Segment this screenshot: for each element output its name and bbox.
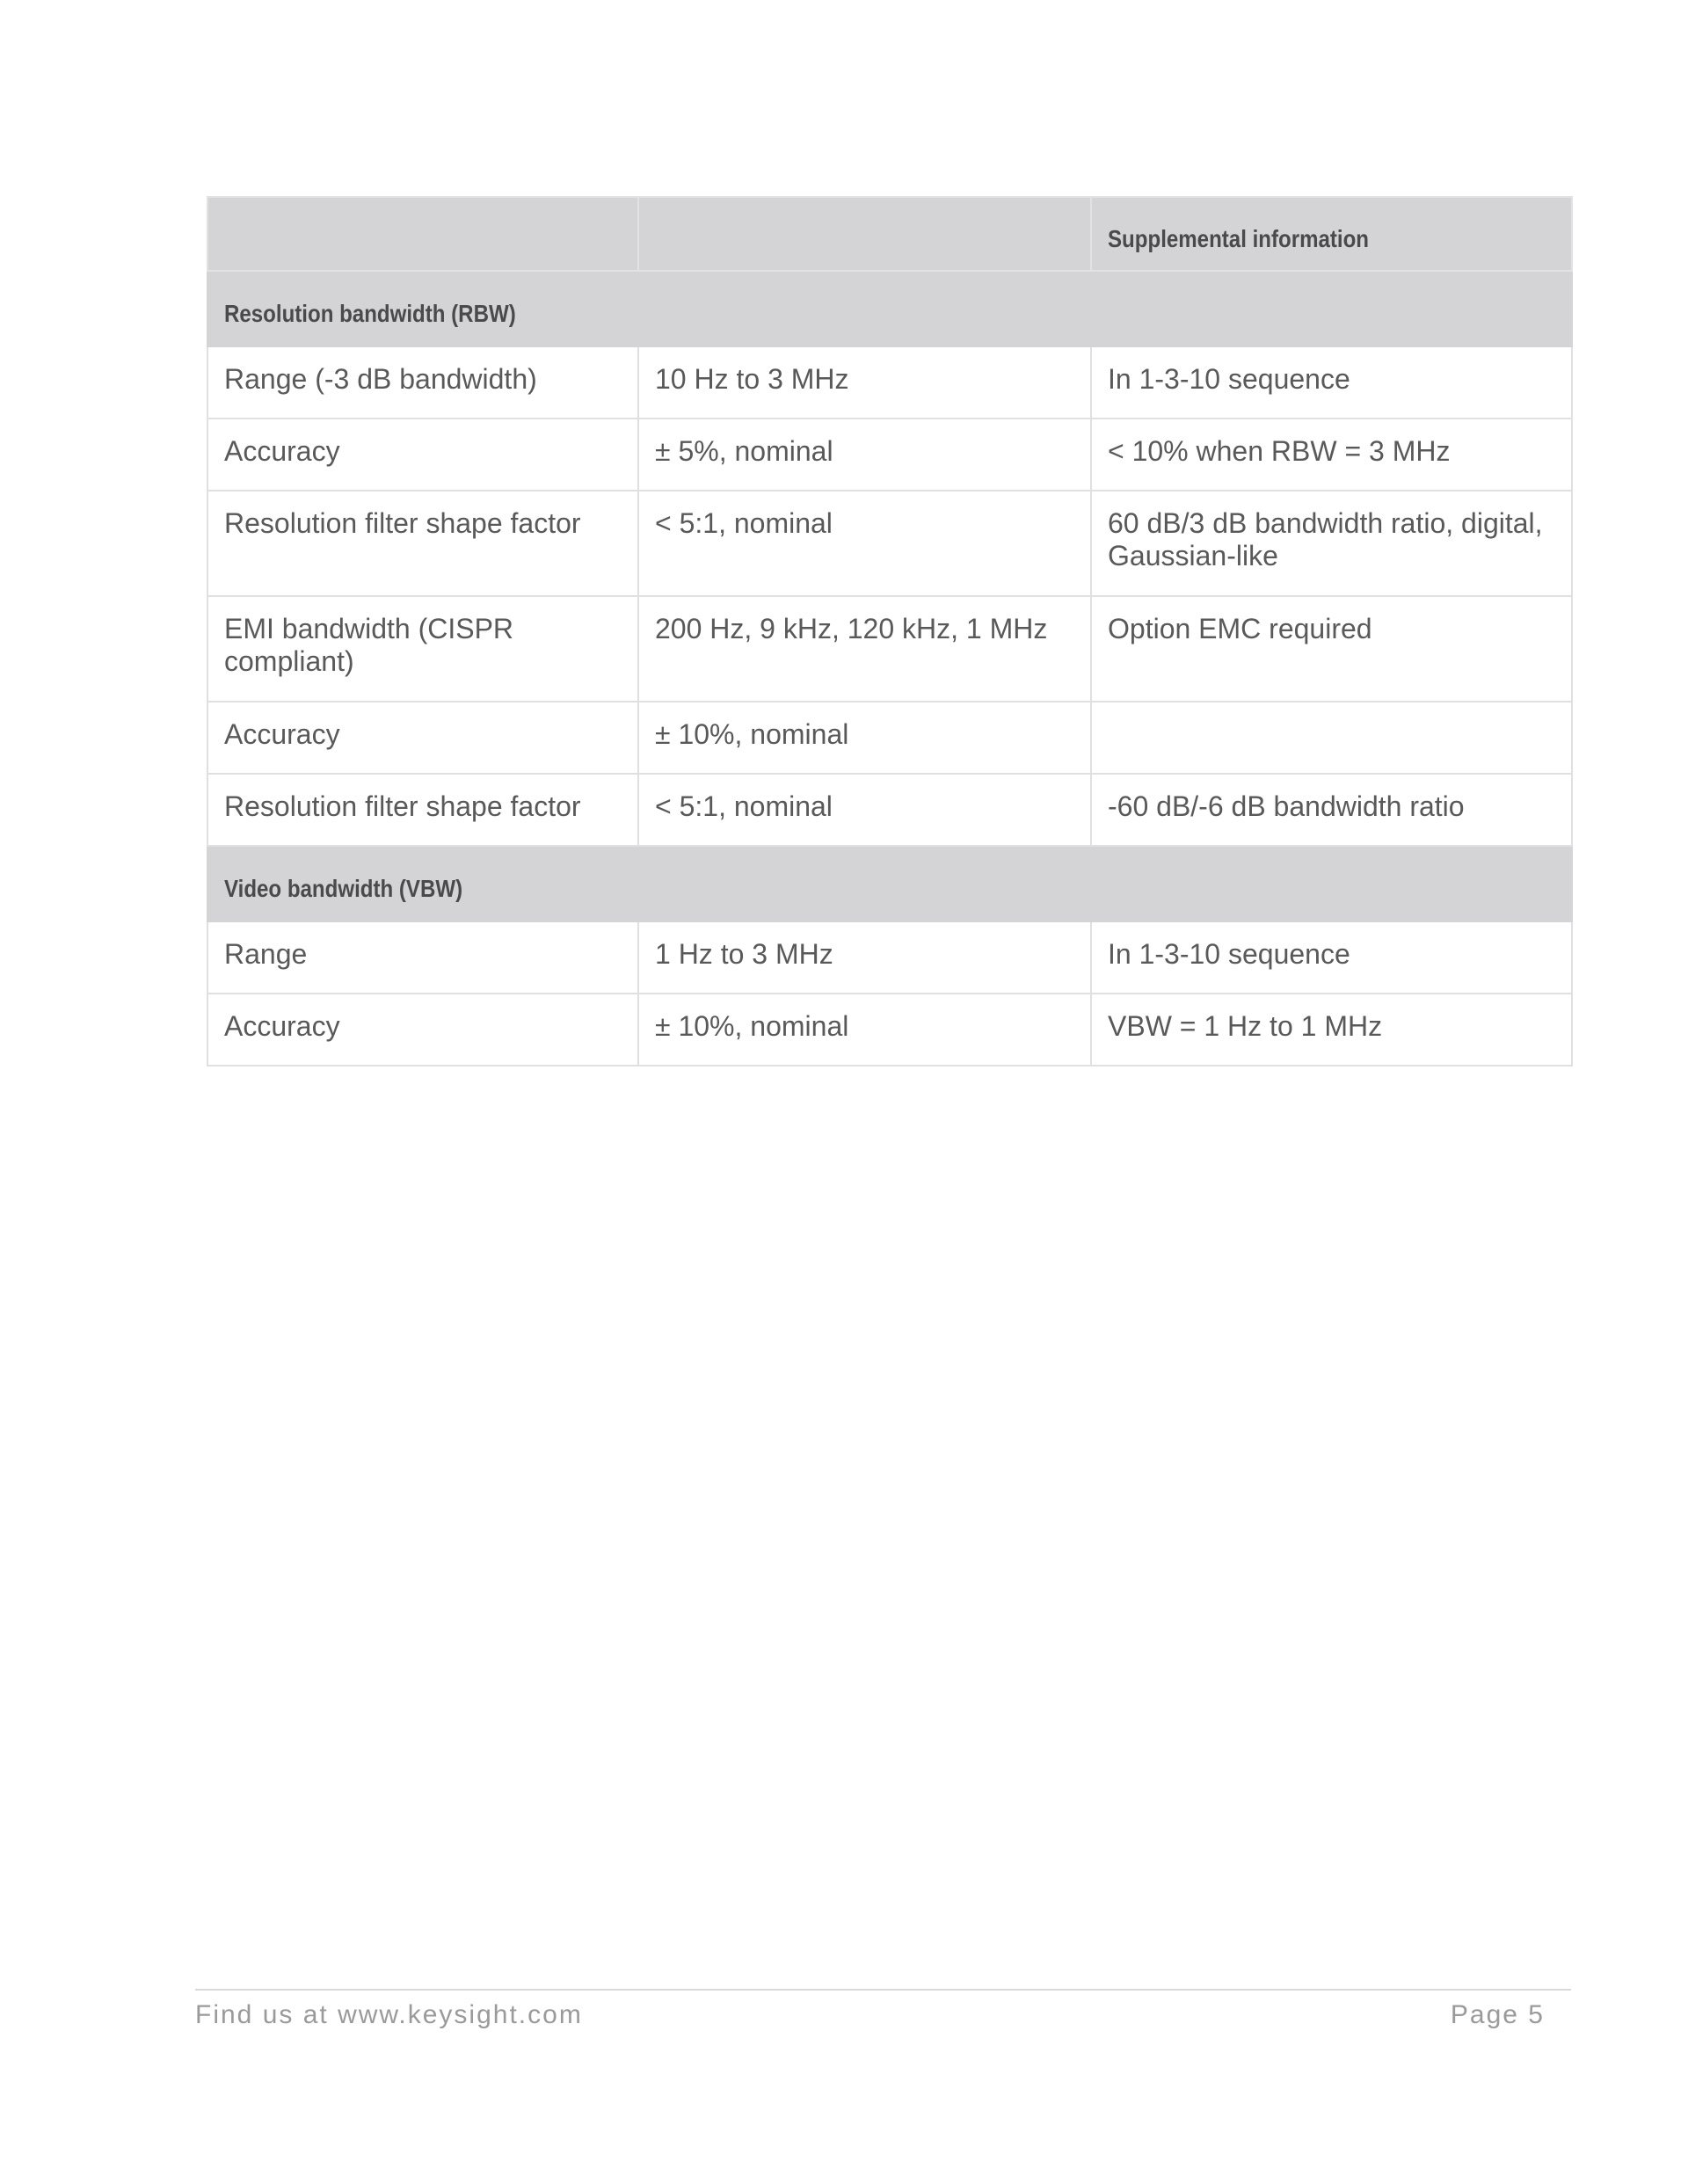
specification-cell: ± 10%, nominal <box>638 994 1091 1066</box>
specification-cell: ± 10%, nominal <box>638 702 1091 774</box>
section-title: Resolution bandwidth (RBW) <box>207 271 1572 346</box>
header-cell-specification <box>638 197 1091 271</box>
section-header-vbw <box>207 846 1572 921</box>
parameter-cell: Resolution filter shape factor <box>207 774 638 846</box>
parameter-cell: Range <box>207 921 638 994</box>
footer-page-number: Page 5 <box>1450 2000 1545 2029</box>
supplemental-cell <box>1091 702 1572 774</box>
parameter-cell: Accuracy <box>207 994 638 1066</box>
specification-cell: 1 Hz to 3 MHz <box>638 921 1091 994</box>
section-header-rbw <box>207 271 1572 346</box>
parameter-cell: Range (-3 dB bandwidth) <box>207 346 638 419</box>
section-title: Video bandwidth (VBW) <box>207 846 1572 921</box>
table-row <box>207 702 1572 774</box>
table-row <box>207 921 1572 994</box>
table-row <box>207 346 1572 419</box>
supplemental-cell: 60 dB/3 dB bandwidth ratio, digital, Gaussian-like <box>1091 491 1572 596</box>
header-cell-parameter <box>207 197 638 271</box>
table-row <box>207 596 1572 702</box>
specification-cell: 200 Hz, 9 kHz, 120 kHz, 1 MHz <box>638 596 1091 702</box>
table-row <box>207 491 1572 596</box>
supplemental-cell: Option EMC required <box>1091 596 1572 702</box>
supplemental-cell: VBW = 1 Hz to 1 MHz <box>1091 994 1572 1066</box>
supplemental-cell: < 10% when RBW = 3 MHz <box>1091 419 1572 491</box>
parameter-cell: Accuracy <box>207 419 638 491</box>
supplemental-cell: In 1-3-10 sequence <box>1091 346 1572 419</box>
parameter-cell: Resolution filter shape factor <box>207 491 638 596</box>
table-header-row <box>207 197 1572 271</box>
parameter-cell: EMI bandwidth (CISPR compliant) <box>207 596 638 702</box>
table-row <box>207 419 1572 491</box>
specification-cell: 10 Hz to 3 MHz <box>638 346 1091 419</box>
specification-cell: < 5:1, nominal <box>638 774 1091 846</box>
header-cell-supplemental: Supplemental information <box>1091 197 1572 271</box>
supplemental-cell: -60 dB/-6 dB bandwidth ratio <box>1091 774 1572 846</box>
specification-cell: ± 5%, nominal <box>638 419 1091 491</box>
footer-divider <box>195 1989 1571 1991</box>
footer-website-text: Find us at www.keysight.com <box>195 2000 583 2029</box>
table-row <box>207 774 1572 846</box>
parameter-cell: Accuracy <box>207 702 638 774</box>
table-row <box>207 994 1572 1066</box>
specifications-table <box>207 196 1573 1067</box>
specification-cell: < 5:1, nominal <box>638 491 1091 596</box>
supplemental-cell: In 1-3-10 sequence <box>1091 921 1572 994</box>
